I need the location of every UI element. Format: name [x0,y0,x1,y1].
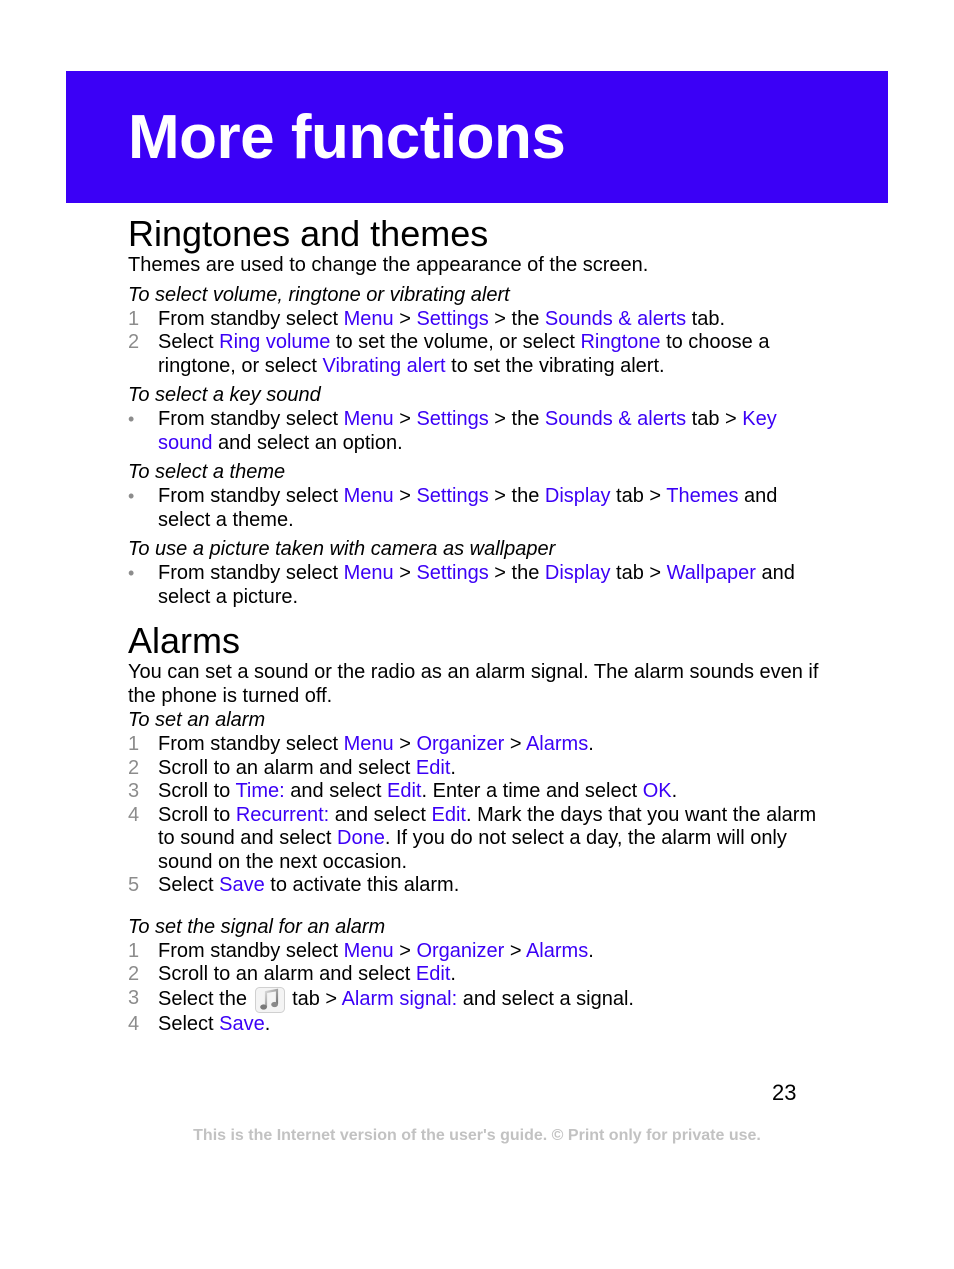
edit-term: Edit [415,963,451,985]
step-number: 2 [128,756,140,779]
settings-term: Settings [416,562,489,584]
step-item: 1 From standby select Menu > Organizer > Alarms. [128,939,594,962]
chapter-banner [66,71,888,203]
step-item: 2 Scroll to an alarm and select Edit. [128,963,456,985]
footer-notice: This is the Internet version of the user's guide. © Print only for private use. [193,1127,761,1144]
procedure-title: To use a picture taken with camera as wallpaper [128,538,556,560]
section-intro: Themes are used to change the appearance of the screen. [128,254,649,276]
page-content [128,214,828,1036]
chapter-title: More functions [128,103,566,172]
menu-term: Menu [343,408,394,430]
page-number: 23 [772,1080,797,1105]
music-note-icon [255,987,285,1013]
step-number: 5 [128,874,140,896]
bullet-item: • From standby select Menu > Settings > the Sounds & alerts tab > Key sound and select an option. [128,408,777,454]
menu-term: Menu [343,562,394,584]
alarms-term: Alarms [525,733,589,755]
menu-term: Menu [343,733,394,755]
display-term: Display [544,562,611,584]
settings-term: Settings [416,408,489,430]
bullet-icon: • [128,563,135,583]
sounds-alerts-term: Sounds & alerts [544,408,687,430]
step-number: 1 [128,939,140,962]
edit-term: Edit [415,756,451,779]
step-number: 1 [128,307,140,330]
wallpaper-term: Wallpaper [666,562,756,584]
themes-term: Themes [666,485,739,507]
step-item: 3 Select the tab > Alarm signal: and select a signal. [128,987,828,1013]
menu-term: Menu [343,939,394,962]
done-term: Done [337,827,385,849]
organizer-term: Organizer [416,733,505,755]
step-number: 3 [128,986,140,1009]
menu-term: Menu [343,307,394,330]
bullet-icon: • [128,486,135,506]
step-item: 5 Select Save to activate this alarm. [128,874,460,896]
section-heading-alarms: Alarms [128,620,241,661]
procedure-title: To set an alarm [128,709,266,731]
ok-term: OK [642,780,672,802]
edit-term: Edit [431,803,466,826]
step-number: 4 [128,1012,140,1035]
organizer-term: Organizer [416,939,505,962]
save-term: Save [219,874,265,896]
vibrating-alert-term: Vibrating alert [322,354,446,377]
step-item: 4 Select Save. [128,1012,271,1035]
key-sound-term: Key sound [158,408,777,454]
display-term: Display [544,485,611,507]
edit-term: Edit [387,780,422,802]
section-heading-ringtones: Ringtones and themes [128,213,489,254]
step-number: 2 [128,963,140,985]
step-number: 1 [128,733,140,755]
bullet-icon: • [128,409,135,429]
section-intro: You can set a sound or the radio as an alarm signal. The alarm sounds even if the phone is turned off. [128,661,819,707]
ringtone-term: Ringtone [580,331,661,353]
step-number: 4 [128,803,140,826]
settings-term: Settings [416,307,489,330]
step-number: 3 [128,780,140,802]
procedure-title: To select volume, ringtone or vibrating alert [128,283,510,306]
step-item: 1 From standby select Menu > Organizer > Alarms. [128,733,594,755]
menu-term: Menu [343,485,394,507]
step-number: 2 [128,331,140,353]
step-item: 1 From standby select Menu > Settings > the Sounds & alerts tab. [128,307,725,330]
ring-volume-term: Ring volume [219,331,331,353]
recurrent-term: Recurrent: [235,803,330,826]
time-term: Time: [235,780,285,802]
spacer [128,898,828,910]
save-term: Save [219,1012,265,1035]
step-item: 2 Scroll to an alarm and select Edit. [128,756,456,779]
step-item: 4 Scroll to Recurrent: and select Edit. Mark the days that you want the alarm to sound and select Done. If you do not select a day, the alarm will only sound on the next occasion. [128,803,817,873]
step-item: 3 Scroll to Time: and select Edit. Enter a time and select OK. [128,780,678,802]
step-item: 2 Select Ring volume to set the volume, or select Ringtone to choose a ringtone, or select Vibrating alert to set the vibrating alert. [128,331,770,377]
sounds-alerts-term: Sounds & alerts [544,307,687,330]
alarm-signal-term: Alarm signal: [341,987,458,1010]
procedure-title: To set the signal for an alarm [128,915,386,938]
bullet-item: • From standby select Menu > Settings > the Display tab > Themes and select a theme. [128,485,778,531]
alarms-term: Alarms [525,939,589,962]
procedure-title: To select a key sound [128,384,321,406]
procedure-title: To select a theme [128,461,286,483]
bullet-item: • From standby select Menu > Settings > the Display tab > Wallpaper and select a picture. [128,562,795,608]
settings-term: Settings [416,485,489,507]
